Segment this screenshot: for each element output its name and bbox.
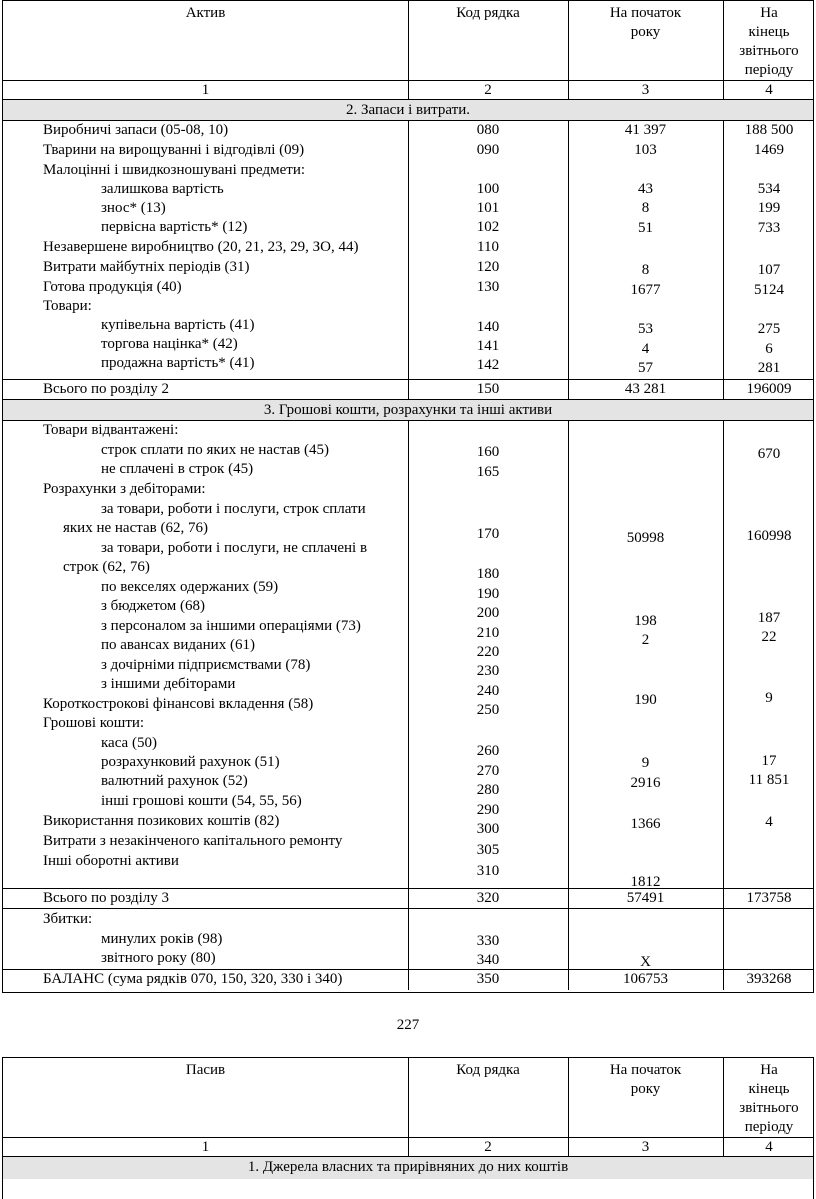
section-2-title: 2. Запаси і витрати. [346,102,470,118]
header-liability: Пасив [185,1062,226,1078]
losses-body [3,909,813,970]
row-label: Тварини на вирощуванні і відгодівлі (09) [43,142,305,158]
col-num-1: 1 [201,1139,210,1155]
row-end-value: 534 [757,181,781,197]
row-start-value: Х [640,954,651,970]
row-label: строк (62, 76) [63,559,150,575]
balance-code: 350 [476,971,500,987]
row-code: 310 [476,863,500,879]
row-label: купівельна вартість (41) [101,317,255,333]
row-start-value: 8 [641,262,650,278]
header-start-of-year: На початок року [609,1062,682,1097]
row-label: з персоналом за іншими операціями (73) [101,618,361,634]
section-2-total-row [3,380,813,400]
row-end-value: 22 [761,629,777,645]
row-code: 340 [476,952,500,968]
col-num-3: 3 [641,82,650,98]
table-header-row [3,1,813,81]
row-label: Збитки: [43,911,93,927]
row-code: 290 [476,802,500,818]
row-code: 120 [476,259,500,275]
total-label: Всього по розділу 2 [43,381,169,397]
row-start-value: 57 [638,360,653,376]
row-end-value: 187 [757,610,781,626]
row-start-value: 198 [634,613,657,629]
balance-label: БАЛАНС (сума рядків 070, 150, 320, 330 і 340) [43,971,343,987]
row-label: по векселях одержаних (59) [101,579,279,595]
row-label: минулих років (98) [101,931,223,947]
row-label: Інші оборотні активи [43,853,179,869]
row-code: 305 [476,842,500,858]
total-end: 196009 [746,381,792,397]
row-start-value: 41 397 [624,122,667,138]
col-num-2: 2 [484,1139,492,1155]
row-label: Виробничі запаси (05-08, 10) [43,122,229,138]
row-start-value: 53 [638,321,653,337]
total-end: 173758 [746,890,792,906]
header-asset: Актив [185,5,226,21]
row-code: 240 [476,683,500,699]
row-label: залишкова вартість [101,181,224,197]
row-label: Витрати з незакінченого капітального ремонту [43,833,343,849]
row-code: 220 [476,644,500,660]
row-code: 102 [476,219,500,235]
row-start-value: 50998 [626,530,665,546]
row-code: 230 [476,663,500,679]
row-end-value: 5124 [754,282,784,298]
header-line-code: Код рядка [456,1062,520,1078]
row-code: 090 [476,142,500,158]
row-start-value: 190 [634,692,657,708]
row-code: 101 [476,200,500,216]
row-end-value: 4 [765,814,773,830]
row-end-value: 275 [757,321,781,337]
row-end-value: 160998 [746,528,792,544]
total-start: 43 281 [624,381,667,397]
row-label: Короткострокові фінансові вкладення (58) [43,696,314,712]
row-end-value: 6 [765,341,773,357]
total-label: Всього по розділу 3 [43,890,169,906]
row-end-value: 107 [757,262,781,278]
header-start-of-year: На початок року [609,5,682,40]
row-start-value: 9 [641,755,650,771]
row-label: продажна вартість* (41) [101,355,255,371]
row-code: 080 [476,122,500,138]
row-start-value: 103 [634,142,657,158]
col-num-4: 4 [765,82,773,98]
column-numbers-row [3,1138,813,1157]
table-header-row [3,1058,813,1138]
row-label: Незавершене виробництво (20, 21, 23, 29, ЗО, 44) [43,239,359,255]
row-label: Товари відвантажені: [43,422,179,438]
col-num-4: 4 [765,1139,773,1155]
section-3-total-row [3,889,813,909]
row-start-value: 8 [641,200,650,216]
section-title-row [3,100,813,121]
row-label: розрахунковий рахунок (51) [101,754,280,770]
row-start-value: 4 [641,341,650,357]
row-code: 250 [476,702,500,718]
col-num-2: 2 [484,82,492,98]
row-label: валютний рахунок (52) [101,773,248,789]
row-label: не сплачені в строк (45) [101,461,254,477]
row-start-value: 1812 [630,874,661,890]
row-end-value: 281 [757,360,781,376]
row-code: 270 [476,763,500,779]
row-label: з іншими дебіторами [101,676,236,692]
row-end-value: 1469 [754,142,784,158]
row-end-value: 17 [761,753,777,769]
col-num-1: 1 [201,82,210,98]
row-code: 190 [476,586,500,602]
row-label: торгова націнка* (42) [101,336,238,352]
row-start-value: 43 [638,181,653,197]
row-code: 100 [476,181,500,197]
row-code: 210 [476,625,500,641]
row-label: звітного року (80) [101,950,216,966]
row-label: Розрахунки з дебіторами: [43,481,206,497]
row-code: 280 [476,782,500,798]
row-end-value: 670 [757,446,781,462]
row-code: 180 [476,566,500,582]
row-code: 170 [476,526,500,542]
row-code: 330 [476,933,500,949]
row-label: по авансах виданих (61) [101,637,255,653]
section-title-row [3,1157,813,1179]
row-label: за товари, роботи і послуги, не сплачені в [101,540,368,556]
row-label: Малоцінні і швидкозношувані предмети: [43,162,306,178]
section-1-title: 1. Джерела власних та прирівняних до них коштів [247,1159,569,1175]
row-label: каса (50) [101,735,157,751]
row-code: 142 [476,357,500,373]
row-end-value: 733 [757,220,781,236]
row-label: Використання позикових коштів (82) [43,813,280,829]
row-label: знос* (13) [101,200,166,216]
header-end-of-period: На кінець звітнього періоду [739,1062,799,1135]
row-code: 260 [476,743,500,759]
row-code: 110 [477,239,499,255]
row-start-value: 51 [638,220,653,236]
row-label: з дочірніми підприємствами (78) [101,657,311,673]
row-label: Товари: [43,298,92,314]
balance-row [3,970,813,990]
row-label: з бюджетом (68) [101,598,206,614]
balance-table-liabilities [2,1057,814,1199]
row-code: 130 [476,279,500,295]
row-end-value: 188 500 [744,122,794,138]
row-code: 300 [476,821,500,837]
row-start-value: 2 [641,632,650,648]
row-label: Грошові кошти: [43,715,145,731]
total-code: 320 [476,890,500,906]
total-code: 150 [476,381,500,397]
row-code: 200 [476,605,500,621]
column-numbers-row [3,81,813,100]
row-start-value: 1677 [630,282,661,298]
balance-table-assets [2,0,814,993]
row-code: 141 [476,338,500,354]
balance-start: 106753 [623,971,668,987]
section-3-body [3,421,813,889]
section-3-title: 3. Грошові кошти, розрахунки та інші активи [263,402,553,418]
section-2-body [3,121,813,380]
row-label: за товари, роботи і послуги, строк сплати [101,501,366,517]
page-number: 227 [396,1017,420,1033]
row-start-value: 2916 [630,775,661,791]
row-label: інші грошові кошти (54, 55, 56) [101,793,302,809]
row-end-value: 9 [765,690,773,706]
row-code: 165 [476,464,500,480]
row-label: Витрати майбутніх періодів (31) [43,259,250,275]
row-code: 160 [476,444,500,460]
col-num-3: 3 [641,1139,650,1155]
row-label: яких не настав (62, 76) [63,520,208,536]
header-end-of-period: На кінець звітнього періоду [739,5,799,78]
row-end-value: 11 851 [748,772,790,788]
row-end-value: 199 [757,200,781,216]
row-label: строк сплати по яких не настав (45) [101,442,329,458]
row-label: первісна вартість* (12) [101,219,248,235]
total-start: 57491 [626,890,665,906]
balance-end: 393268 [746,971,792,987]
row-code: 140 [476,319,500,335]
row-start-value: 1366 [630,816,661,832]
header-line-code: Код рядка [456,5,520,21]
section-title-row [3,400,813,421]
row-label: Готова продукція (40) [43,279,182,295]
